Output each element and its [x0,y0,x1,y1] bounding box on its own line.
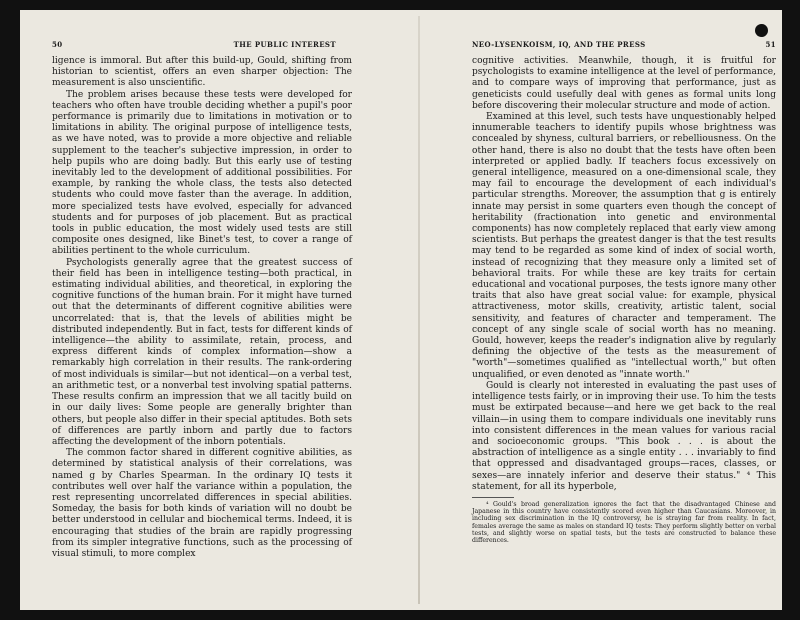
book-spread [20,10,782,610]
paragraph: The problem arises because these tests were developed for teachers who often have trouble deciding whether a pupil's poor performance is primarily due to limitations in motivation or to limitations in ability. The original purpose of intelligence tests, as we have noted, was to provide a more objective and reliable supplement to the teacher's subjective impression, in order to help pupils who are doing badly. But this early use of testing inevitably led to the development of additional possibilities. For example, by ranking the whole class, the tests also detected students who could move faster than the average. In addition, more specialized tests have evolved, especially for advanced students and for purposes of job placement. But as practical tools in public education, the most widely used tests are still composite ones designed, like Binet's test, to cover a range of abilities pertinent to the whole curriculum. [52,89,352,257]
paragraph: The common factor shared in different cognitive abilities, as determined by statistical analysis of their correlations, was named g by Charles Spearman. In the ordinary IQ tests it contributes well over half the variance within a population, the rest representing uncorrelated differences in special abilities. Someday, the basis for both kinds of variation will no doubt be better understood in cellular and biochemical terms. Indeed, it is encouraging that studies of the brain are rapidly progressing from its simpler integrative functions, such as the processing of visual stimuli, to more complex [52,448,352,559]
right-running-head: NEO-LYSENKOISM, IQ, AND THE PRESS [472,40,646,49]
right-page-number: 51 [765,40,776,49]
right-page-header [472,40,776,50]
footnote-rule [472,497,514,498]
ink-blot [755,24,768,37]
left-page-number: 50 [52,40,63,49]
paragraph: cognitive activities. Meanwhile, though, it is fruitful for psychologists to examine intelligence at the level of performance, and to compare ways of improving that performance, just as geneticists could usefully deal with genes as formal units long before discovering their molecular structure and mode of action. [472,56,776,111]
paragraph: Gould is clearly not interested in evaluating the past uses of intelligence tests fairly, or in improving their use. To him the tests must be extirpated because—and here we get back to the real villain—in using them to compare individuals one inevitably runs into consistent differences in the mean values for various racial and socioeconomic groups. "This book . . . is about the abstraction of intelligence as a single entity . . . invariably to find that oppressed and disadvantaged groups—races, classes, or sexes—are innately inferior and deserve their status." ⁴ This statement, for all its hyperbole, [472,380,776,492]
paragraph: Psychologists generally agree that the greatest success of their field has been in intelligence testing—both practical, in estimating individual abilities, and theoretical, in exploring the cognitive functions of the human brain. For it might have turned out that the determinants of different cognitive abilities were uncorrelated: that is, that the levels of abilities might be distributed independently. But in fact, tests for different kinds of intelligence—the ability to assimilate, retain, process, and express different kinds of complex information—show a remarkably high correlation in their results. The rank-ordering of most individuals is similar—but not identical—on a verbal test, an arithmetic test, or a nonverbal test involving spatial patterns. These results confirm an impression that we all tacitly build on in our daily lives: Some people are generally brighter than others, but people also differ in their special aptitudes. Both sets of differences are partly inborn and partly due to factors affecting the development of the inborn potentials. [52,257,352,447]
paragraph: Examined at this level, such tests have unquestionably helped innumerable teachers to identify pupils whose brightness was concealed by shyness, cultural barriers, or rebelliousness. On the other hand, there is also no doubt that the tests have often been interpreted or applied badly. If teachers focus excessively on general intelligence, measured on a one-dimensional scale, they may fail to encourage the development of each individual's particular strengths. Moreover, the assumption that g is entirely innate may persist in some quarters even though the concept of heritability (fractionation into genetic and environmental components) has now completely replaced that early view among scientists. But perhaps the greatest danger is that the test results may tend to be regarded as some kind of index of social worth, instead of recognizing that they measure only a limited set of behavioral traits. For while these are key traits for certain educational and vocational purposes, the tests ignore many other traits that also have great social value: for example, physical attractiveness, motor skills, creativity, artistic talent, social sensitivity, and features of character and temperament. The concept of any single scale of social worth has no meaning. Gould, however, keeps the reader's indignation alive by regularly defining the objective of the tests as the measurement of "worth"—sometimes qualified as "intellectual worth," but often unqualified, or even denoted as "innate worth." [472,112,776,380]
footnote: ⁴ Gould's broad generalization ignores the fact that the disadvantaged Chinese and Japanese in this country have consistently scored even higher than Caucasians. Moreover, in including sex discrimination in the IQ controversy, he is straying far from reality. In fact, females average the same as males on standard IQ tests: They perform slightly better on verbal tests, and slightly worse on spatial tests, but the tests are constructed to balance these differences. [472,500,776,544]
right-page-body [472,56,776,544]
left-page-body [52,56,352,560]
page-gutter [418,16,420,604]
paragraph: ligence is immoral. But after this build-up, Gould, shifting from historian to scientist, offers an even sharper objection: The measurement is also unscientific. [52,56,352,89]
left-running-head: THE PUBLIC INTEREST [233,40,336,49]
left-page-header [52,40,352,50]
